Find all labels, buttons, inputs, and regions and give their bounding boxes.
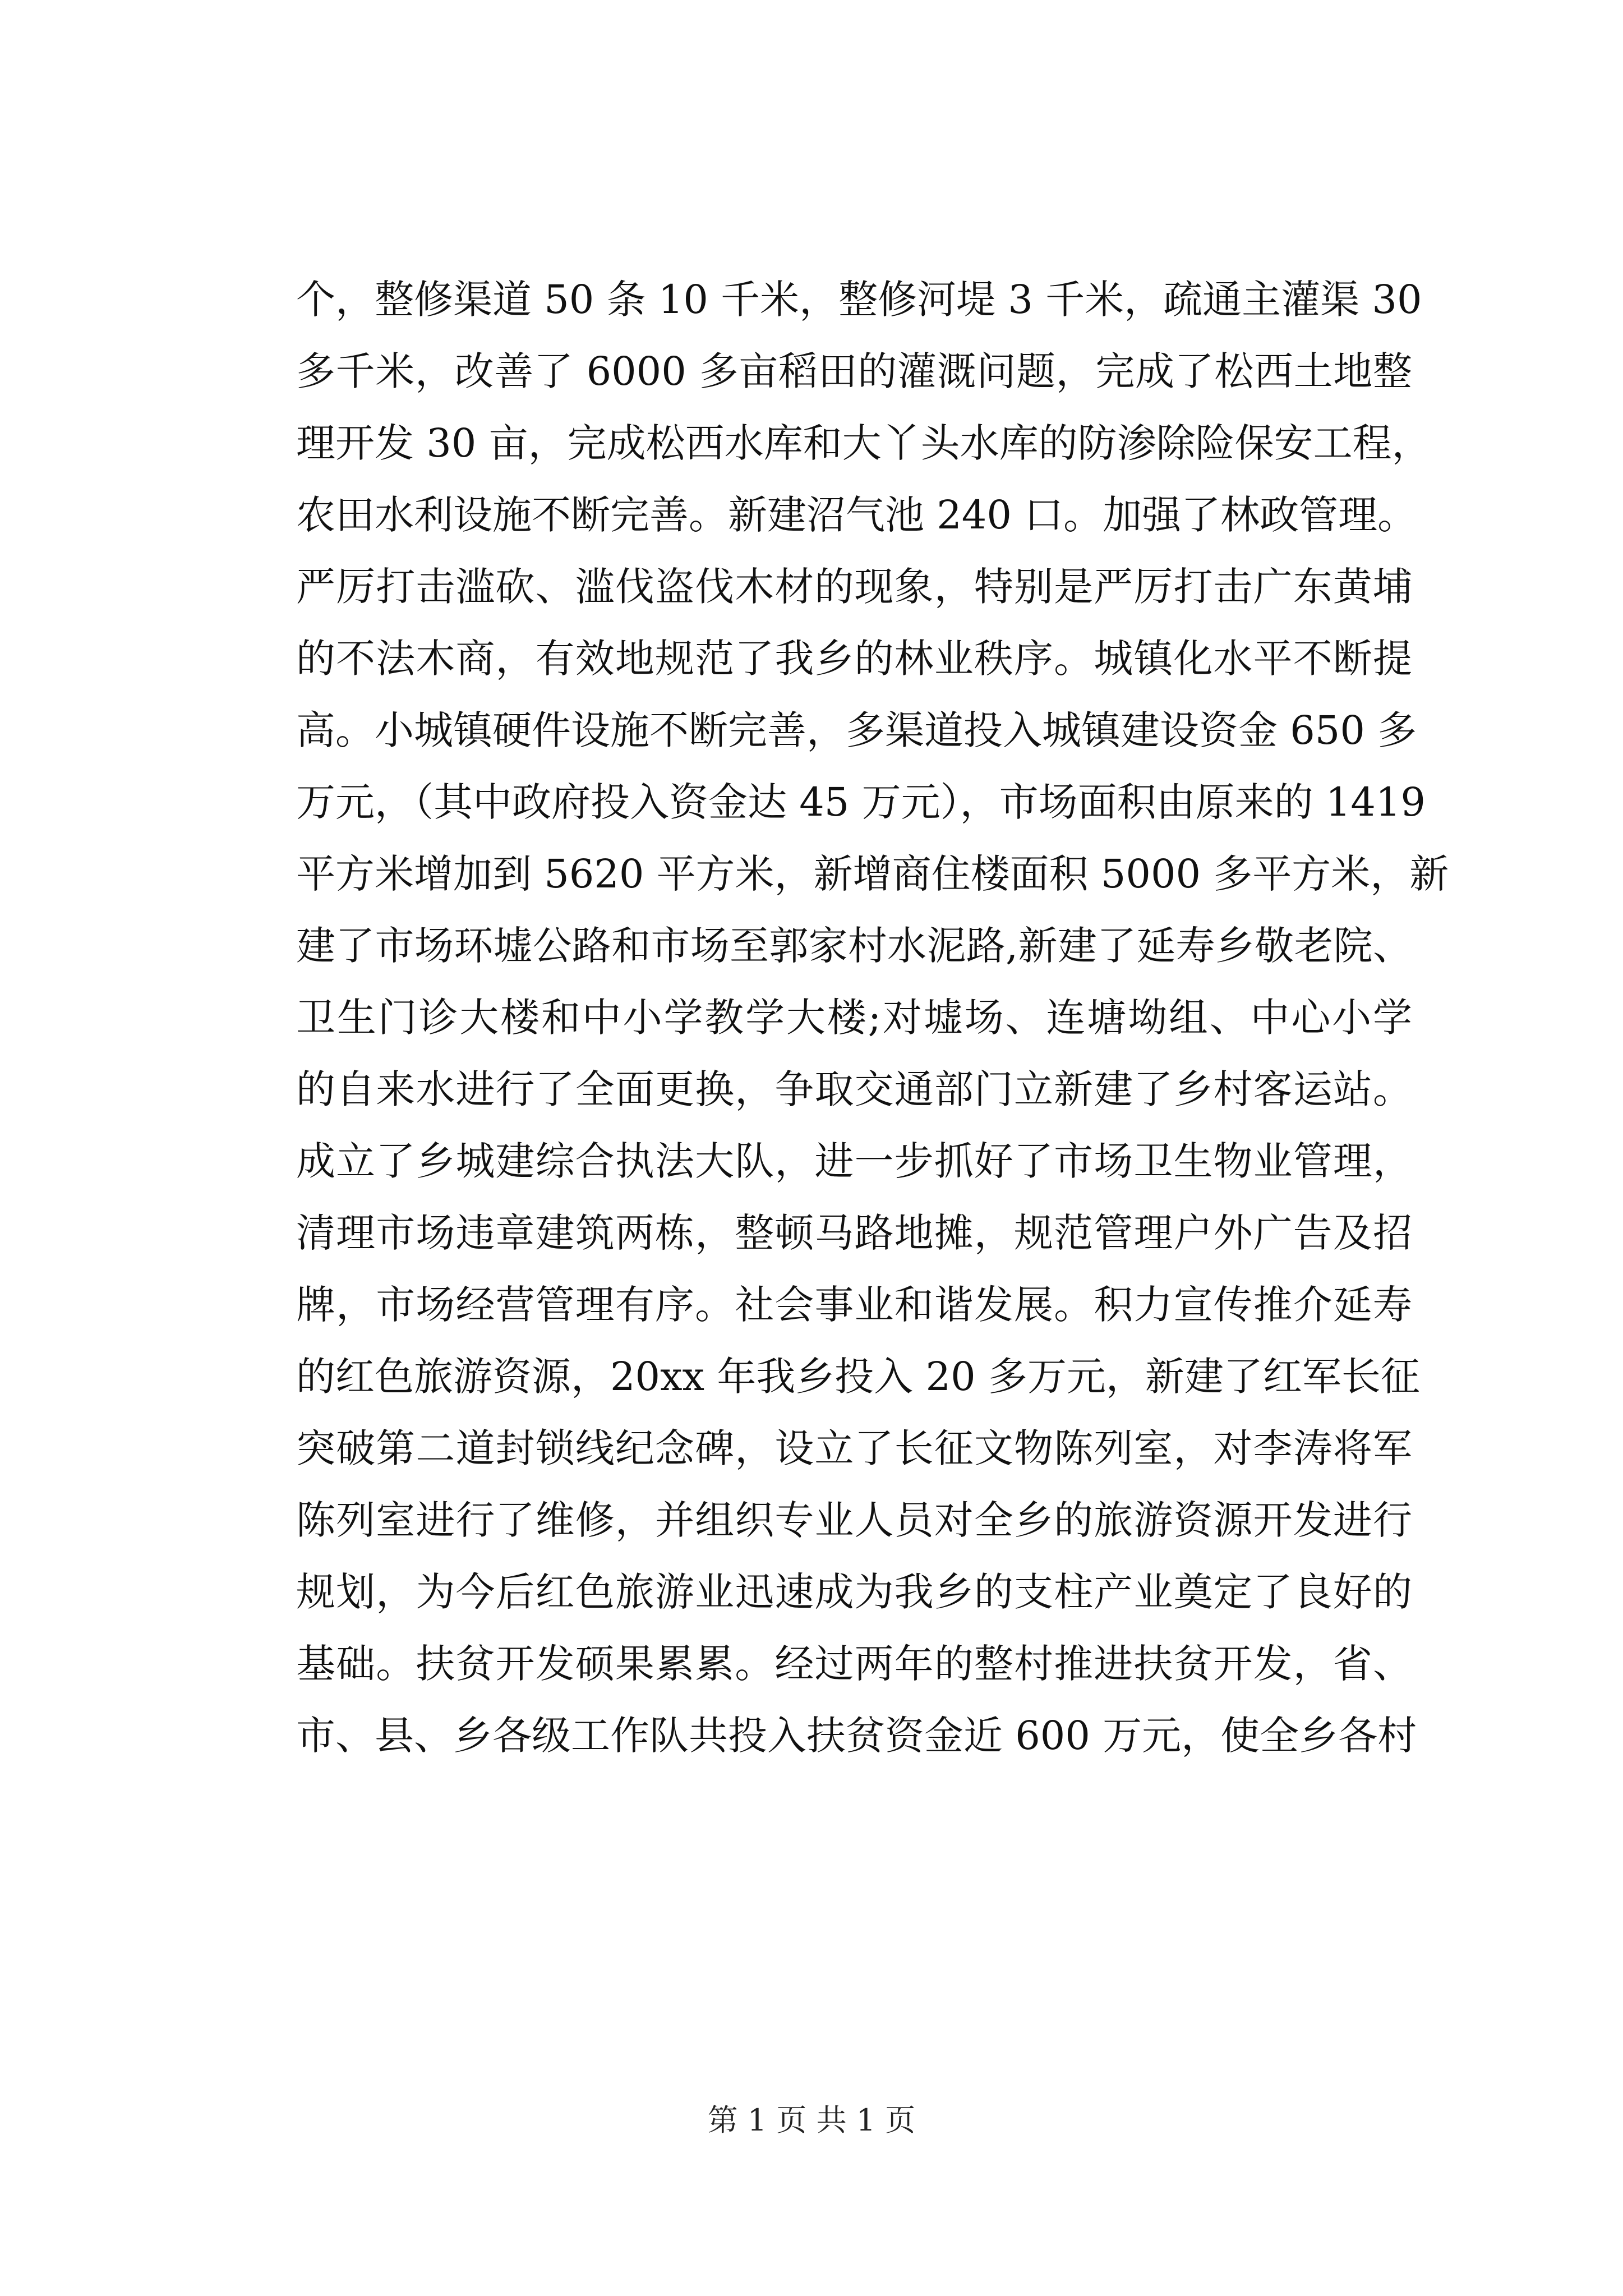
text-line-15: 牌，市场经营管理有序。社会事业和谐发展。积力宣传推介延寿 <box>296 1282 1412 1328</box>
text-line-19: 规划，为今后红色旅游业迅速成为我乡的支柱产业奠定了良好的 <box>296 1569 1412 1615</box>
text-line-5: 严厉打击滥砍、滥伐盗伐木材的现象，特别是严厉打击广东黄埔 <box>296 564 1412 610</box>
text-line-10: 建了市场环墟公路和市场至郭家村水泥路,新建了延寿乡敬老院、 <box>296 923 1412 969</box>
text-line-9: 平方米增加到 5620 平方米，新增商住楼面积 5000 多平方米，新 <box>296 851 1449 897</box>
text-line-20: 基础。扶贫开发硕果累累。经过两年的整村推进扶贫开发，省、 <box>296 1641 1412 1687</box>
text-line-4: 农田水利设施不断完善。新建沼气池 240 口。加强了林政管理。 <box>296 492 1417 538</box>
text-line-18: 陈列室进行了维修，并组织专业人员对全乡的旅游资源开发进行 <box>296 1497 1412 1543</box>
text-line-11: 卫生门诊大楼和中小学教学大楼;对墟场、连塘坳组、中心小学 <box>296 995 1412 1041</box>
text-line-1: 个，整修渠道 50 条 10 千米，整修河堤 3 千米，疏通主灌渠 30 <box>296 277 1422 323</box>
body-text <box>296 264 1449 1772</box>
text-line-13: 成立了乡城建综合执法大队，进一步抓好了市场卫生物业管理， <box>296 1138 1412 1184</box>
text-line-21: 市、县、乡各级工作队共投入扶贫资金近 600 万元，使全乡各村 <box>296 1713 1417 1759</box>
text-line-16: 的红色旅游资源，20xx 年我乡投入 20 多万元，新建了红军长征 <box>296 1354 1420 1400</box>
text-line-7: 高。小城镇硬件设施不断完善，多渠道投入城镇建设资金 650 多 <box>296 707 1417 753</box>
text-line-3: 理开发 30 亩，完成松西水库和大丫头水库的防渗除险保安工程， <box>296 420 1431 466</box>
text-line-14: 清理市场违章建筑两栋，整顿马路地摊，规范管理户外广告及招 <box>296 1210 1412 1256</box>
page-footer: 第 1 页 共 1 页 <box>707 2102 916 2138</box>
text-line-2: 多千米，改善了 6000 多亩稻田的灌溉问题，完成了松西土地整 <box>296 348 1412 394</box>
text-line-17: 突破第二道封锁线纪念碑，设立了长征文物陈列室，对李涛将军 <box>296 1425 1412 1471</box>
text-line-6: 的不法木商，有效地规范了我乡的林业秩序。城镇化水平不断提 <box>296 636 1412 682</box>
text-line-12: 的自来水进行了全面更换，争取交通部门立新建了乡村客运站。 <box>296 1066 1412 1112</box>
text-line-8: 万元，（其中政府投入资金达 45 万元），市场面积由原来的 1419 <box>296 779 1426 825</box>
